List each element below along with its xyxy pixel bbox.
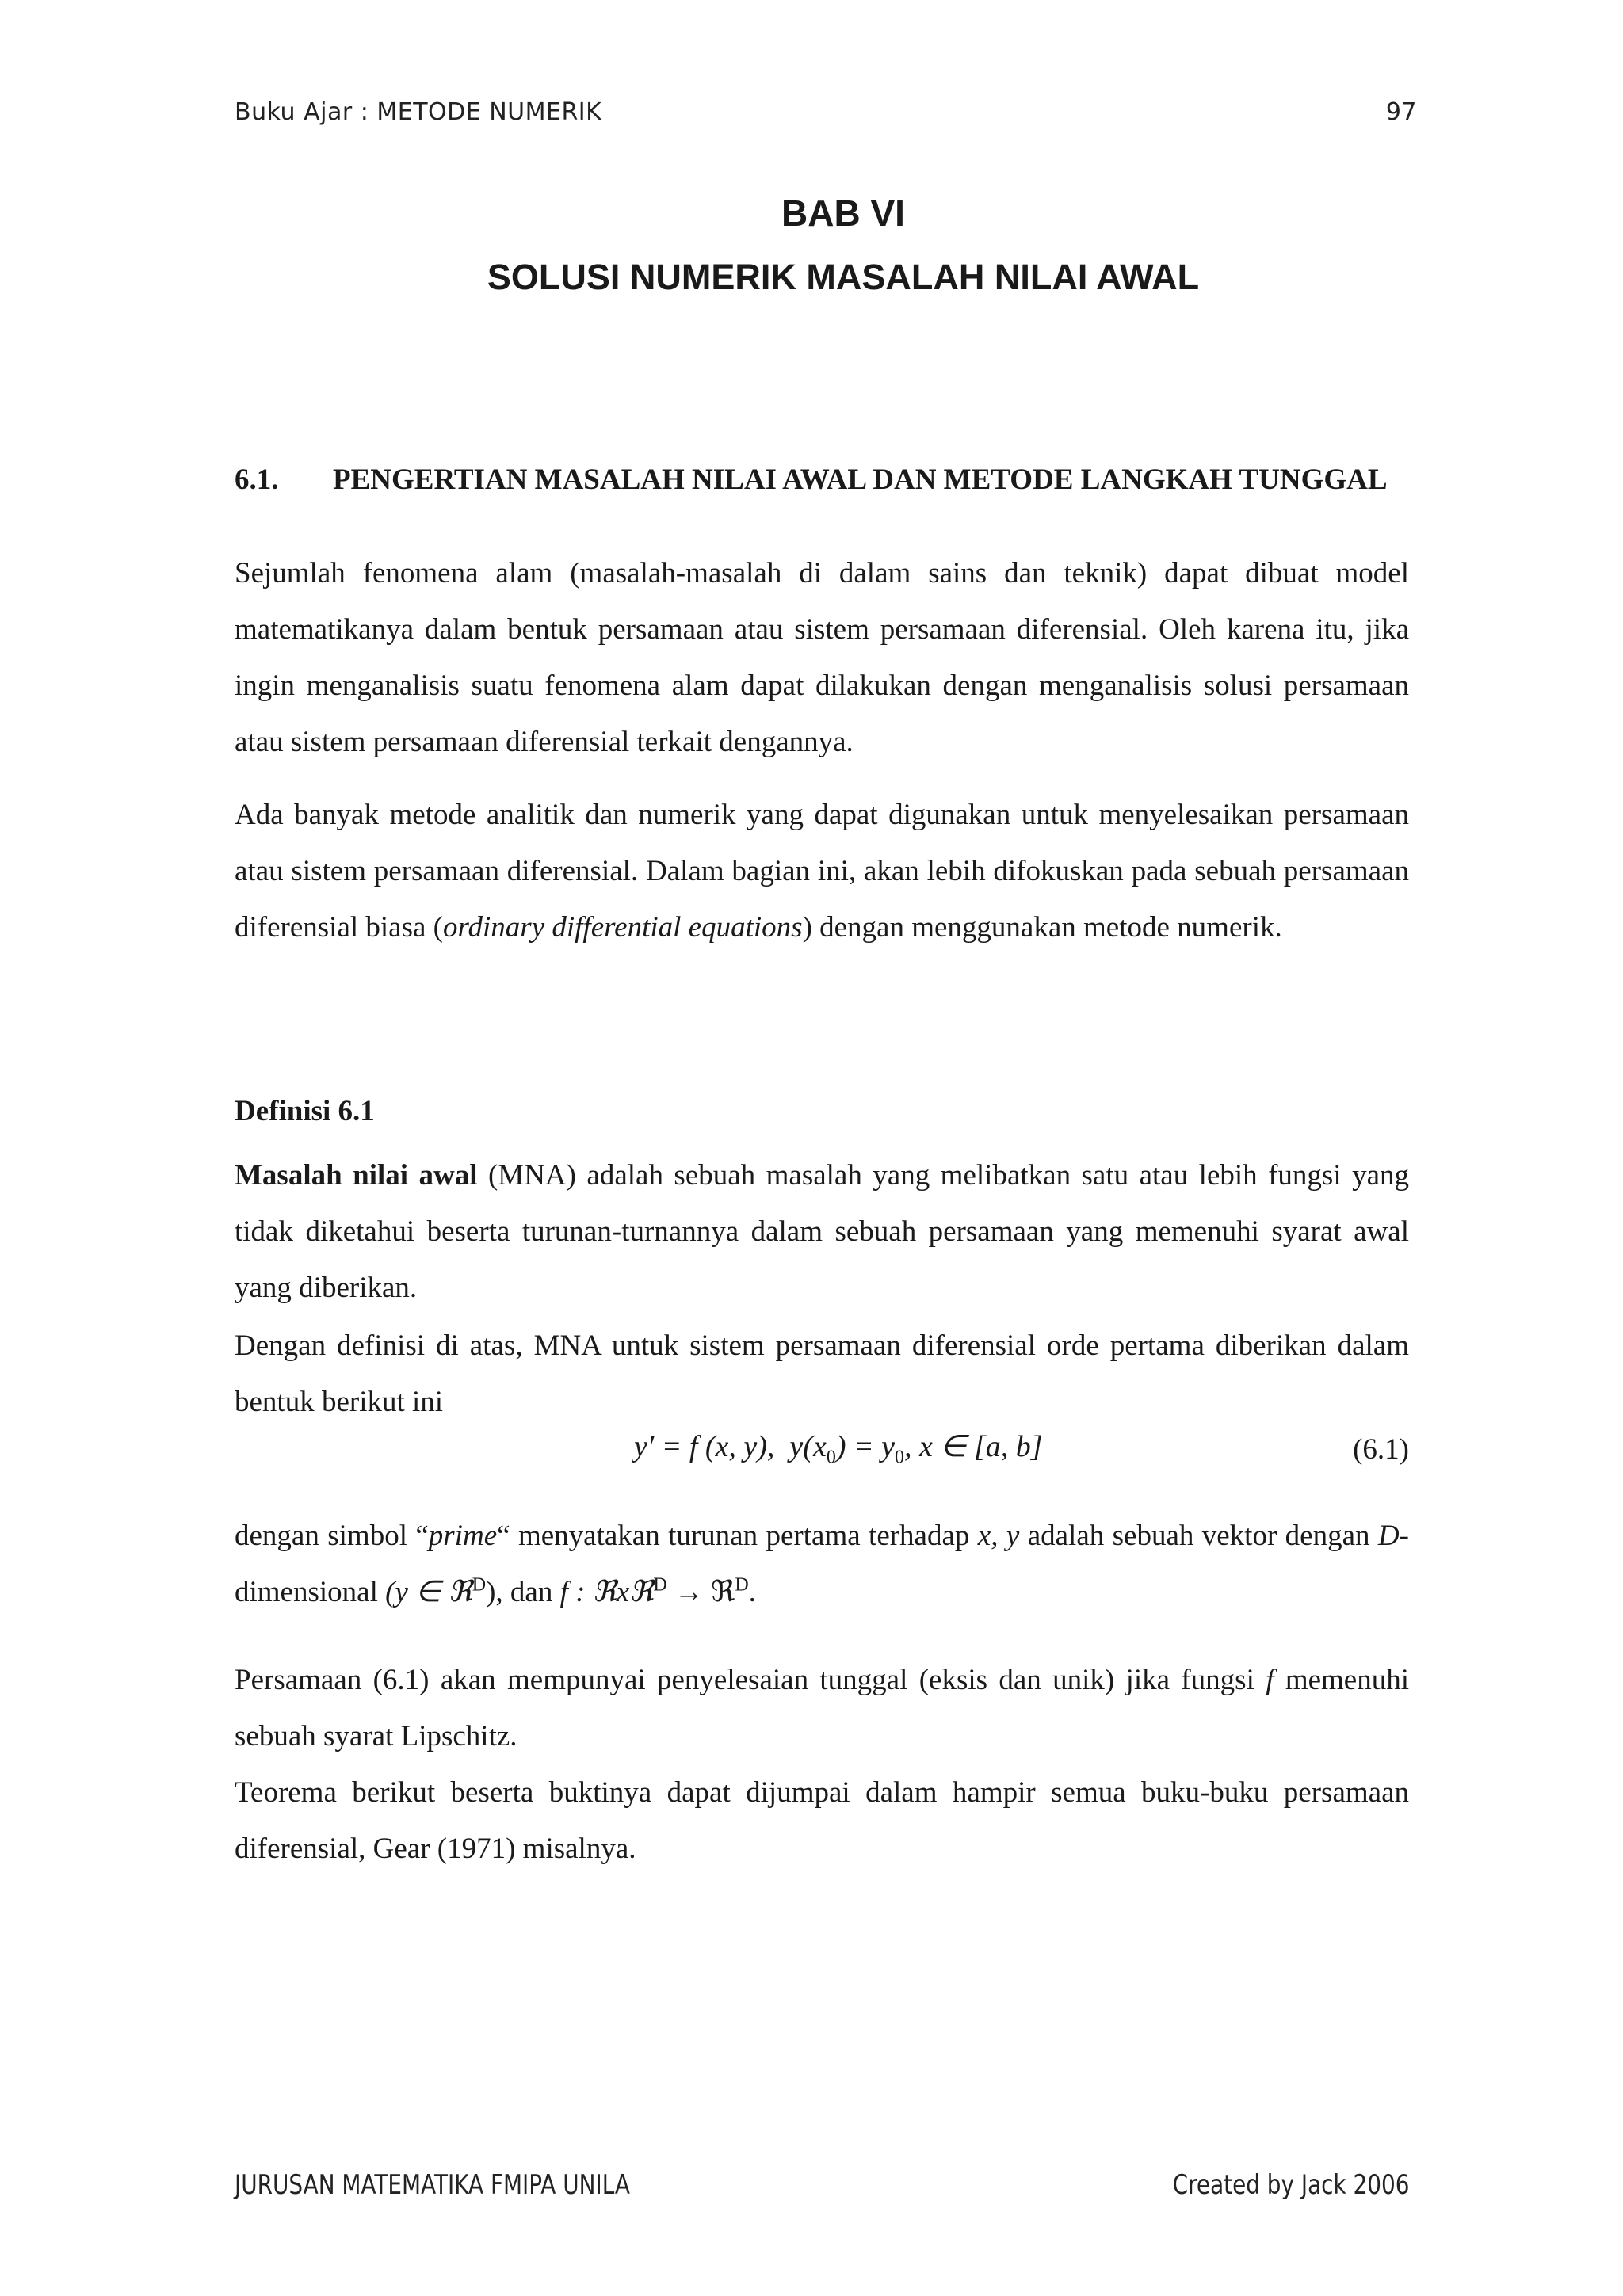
definition-follow: Dengan definisi di atas, MNA untuk sistem persamaan diferensial orde pertama diberikan dalam bentuk berikut ini: [235, 1329, 1409, 1418]
equation-number: (6.1): [1353, 1433, 1409, 1466]
paragraph-theorem: Teorema berikut beserta buktinya dapat dijumpai dalam hampir semua buku-buku persamaan diferensial, Gear (1971) misalnya.: [235, 1776, 1409, 1865]
paragraph-methods-italic: ordinary differential equations: [443, 911, 803, 944]
chapter-number: BAB VI: [781, 193, 905, 234]
set-close: ): [486, 1576, 496, 1608]
prime-word: prime: [428, 1520, 498, 1552]
paragraph-methods-text: Ada banyak metode analitik dan numerik yang dapat digunakan untuk menyelesaikan persamaan atau sistem persamaan diferensial. Dalam bagian ini, akan lebih difokuskan pada sebuah persamaan diferensial biasa (: [235, 799, 1409, 944]
page-number: 97: [1385, 98, 1417, 126]
definition-term: Masalah nilai awal: [235, 1159, 478, 1192]
definition-heading: Definisi 6.1: [235, 1095, 375, 1127]
prime-text-2: “ menyatakan turunan pertama terhadap: [497, 1520, 978, 1552]
equation-initial: y(x: [789, 1430, 827, 1463]
map-arrow: → ℜ: [666, 1576, 735, 1608]
section-number: 6.1.: [235, 463, 279, 496]
prime-text-5: , dan: [495, 1576, 560, 1608]
paragraph-intro: Sejumlah fenomena alam (masalah-masalah di dalam sains dan teknik) dapat dibuat model matematikanya dalam bentuk persamaan atau sistem persamaan diferensial. Oleh karena itu, jika ingin menganalisis suatu fenomena alam dapat dilakukan dengan menganalisis solusi persamaan atau sistem persamaan diferensial terkait dengannya.: [235, 557, 1409, 758]
section-title: PENGERTIAN MASALAH NILAI AWAL DAN METODE LANGKAH TUNGGAL: [333, 463, 1388, 496]
paragraph-prime: [235, 1508, 1409, 1620]
paragraph-methods-text-end: ) dengan menggunakan metode numerik.: [802, 911, 1282, 944]
footer-department: JURUSAN MATEMATIKA FMIPA UNILA: [235, 2169, 630, 2201]
lipschitz-f: f: [1266, 1664, 1274, 1696]
paragraph-methods: [235, 787, 1409, 955]
equation-initial-rhs: ) = y: [835, 1430, 895, 1463]
map-sup-2: D: [735, 1574, 749, 1596]
prime-dim: D: [1377, 1520, 1400, 1552]
map-expression: f : ℜxℜ: [559, 1576, 654, 1608]
prime-vars: x, y: [977, 1520, 1020, 1552]
lipschitz-text-2: memenuhi sebuah syarat Lipschitz.: [235, 1664, 1409, 1753]
equation-6-1: [634, 1428, 1043, 1468]
set-sup: D: [472, 1574, 487, 1596]
paragraph-lipschitz: [235, 1652, 1409, 1764]
lipschitz-text: Persamaan (6.1) akan mempunyai penyelesaian tunggal (eksis dan unik) jika fungsi: [235, 1664, 1266, 1696]
prime-text-3: adalah sebuah vektor dengan: [1019, 1520, 1378, 1552]
prime-text-1: dengan simbol “: [235, 1520, 429, 1552]
chapter-title: SOLUSI NUMERIK MASALAH NILAI AWAL: [487, 257, 1200, 297]
equation-initial-sub: 0: [826, 1447, 836, 1468]
prime-text-6: .: [748, 1576, 756, 1608]
equation-initial-rhs-sub: 0: [894, 1447, 904, 1468]
map-sup-1: D: [653, 1574, 667, 1596]
prime-text-4: -dimensional: [235, 1520, 1409, 1608]
equation-lhs: y′ = f (x, y),: [634, 1430, 775, 1463]
set-expression: (y ∈ ℜ: [385, 1576, 472, 1608]
equation-domain: , x ∈ [a, b]: [903, 1430, 1043, 1463]
definition-body: [235, 1147, 1409, 1316]
definition-text: (MNA) adalah sebuah masalah yang melibatkan satu atau lebih fungsi yang tidak diketahui beserta turunan-turnannya dalam sebuah persamaan yang memenuhi syarat awal yang diberikan.: [235, 1159, 1409, 1304]
running-header: Buku Ajar : METODE NUMERIK: [235, 98, 602, 126]
footer-credit: Created by Jack 2006: [1172, 2169, 1409, 2201]
